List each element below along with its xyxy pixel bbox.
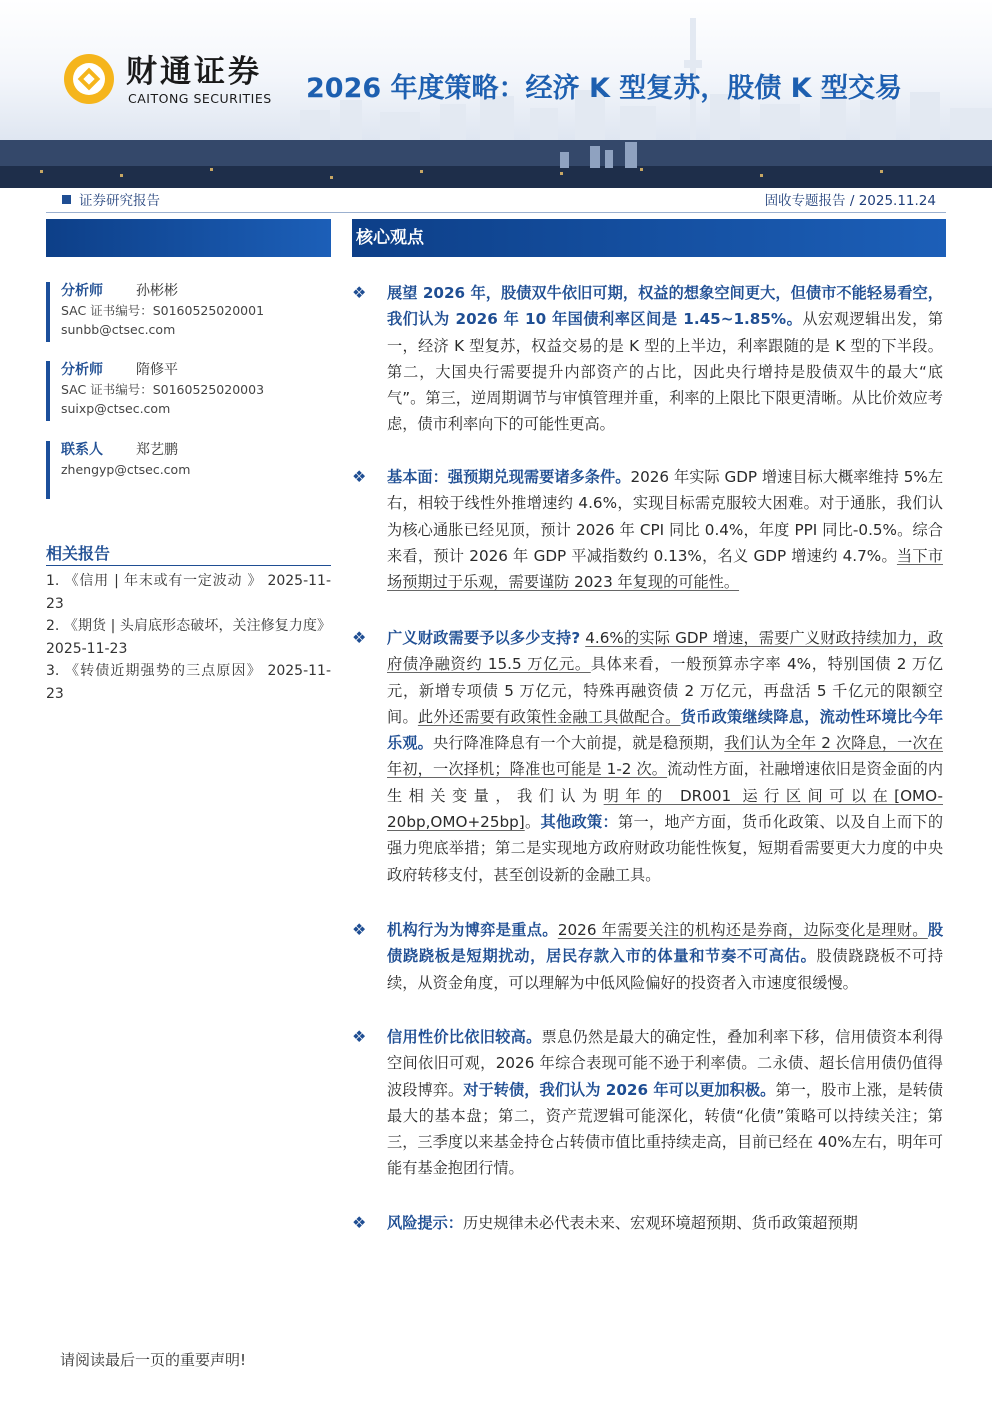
report-type-text: 证券研究报告: [79, 193, 160, 209]
core-view-body: 第一，股市上涨，是转债最大的基本盘；第二，资产荒逻辑可能深化，转债“化债”策略可以持续关注；第三，三季度以来基金持仓占转债市值比重持续走高，目前已经在 40%左右，明年可能有基金抱团行情。: [387, 1080, 943, 1178]
core-view-underline: 此外还需要有政策性金融工具做配合。: [417, 707, 681, 726]
core-view-text: [387, 625, 943, 888]
caitong-logo-icon: [62, 52, 116, 106]
diamond-bullet-icon: ❖: [352, 1213, 367, 1232]
core-view-body: 具体来看，一般预算赤字率 4%，特别国债 2 万亿元，新增专项债 5 万亿元，特殊再融资债 2 万亿元，再盘活 5 千亿元的限额空间。: [387, 655, 943, 726]
related-reports-title: 相关报告: [46, 544, 111, 563]
core-view-body: 历史规律未必代表未来、宏观环境超预期、货币政策超预期: [462, 1214, 858, 1232]
core-view-highlight: 展望 2026 年，股债双牛依旧可期，权益的想象空间更大，但债市不能轻易看空，我们认为 2026 年 10 年国债利率区间是 1.45~1.85%。: [387, 284, 943, 329]
diamond-bullet-icon: ❖: [352, 467, 367, 486]
contact-accent-bar: [46, 441, 50, 499]
core-view-highlight: 机构行为为博弈是重点。: [387, 921, 558, 939]
contact-card: [46, 441, 331, 499]
report-title: 2026 年度策略：经济 K 型复苏，股债 K 型交易: [306, 73, 902, 104]
logo-text-cn: 财通证券: [126, 54, 262, 90]
core-view-highlight: 基本面：强预期兑现需要诸多条件。: [387, 468, 631, 486]
diamond-bullet-icon: ❖: [352, 920, 367, 939]
core-view-text: [387, 917, 943, 996]
related-report-item[interactable]: 3. 《转债近期强势的三点原因》 2025-11-23: [46, 663, 331, 702]
analyst-role: 分析师: [61, 283, 103, 299]
related-report-item[interactable]: 2. 《期货 | 头肩底形态破坏，关注修复力度》 2025-11-23: [46, 618, 331, 657]
analyst-accent-bar: [46, 282, 50, 342]
analyst-cert: SAC 证书编号：S0160525020001: [61, 303, 265, 318]
analyst-name: 隋修平: [136, 362, 178, 378]
contact-role: 联系人: [61, 442, 103, 458]
analyst-role: 分析师: [61, 362, 103, 378]
core-views-title: 核心观点: [356, 228, 424, 248]
core-view-highlight: 风险提示：: [387, 1214, 463, 1232]
core-view-body: 。: [524, 813, 541, 832]
core-view-highlight: 股债跷跷板是短期扰动，居民存款入市的体量和节奏不可高估。: [387, 921, 943, 966]
header-divider: [46, 212, 946, 213]
core-view-body: 流动性方面，社融增速依旧是资金面的内生相关变量，我们认为: [387, 760, 944, 805]
related-reports-list: [46, 570, 331, 705]
core-view-text: [387, 280, 943, 438]
core-view-underline: 明年的 DR001 运行区间可以在[OMO-20bp,OMO+25bp]: [387, 786, 943, 832]
logo-text-en: CAITONG SECURITIES: [128, 91, 272, 106]
analyst-cert: SAC 证书编号：S0160525020003: [61, 382, 265, 397]
core-view-text: [387, 1210, 943, 1236]
report-category-date: 固收专题报告 / 2025.11.24: [764, 193, 936, 209]
core-view-text: [387, 1024, 943, 1182]
square-bullet-icon: [62, 195, 71, 204]
core-view-underline: 当下市场预期过于乐观，需要谨防 2023 年复现的可能性。: [387, 546, 943, 592]
contact-email[interactable]: zhengyp@ctsec.com: [61, 462, 191, 477]
analyst-email[interactable]: suixp@ctsec.com: [61, 401, 171, 416]
related-report-item[interactable]: 1. 《信用 | 年末或有一定波动 》 2025-11-23: [46, 573, 331, 612]
core-view-underline: 我们认为全年 2 次降息，一次在年初，一次择机；降准也可能是 1-2 次。: [387, 734, 944, 779]
analyst-card: [46, 282, 331, 342]
related-reports-divider: [46, 565, 331, 566]
core-view-body: 央行降准降息有一个大前提，就是稳预期，: [433, 734, 725, 753]
core-view-highlight: 货币政策继续降息，流动性环境比今年乐观。: [387, 707, 944, 753]
core-view-body: 从宏观逻辑出发，第一，经济 K 型复苏，权益交易的是 K 型的上半边，利率跟随的是 K 型的下半段。第二，大国央行需要提升内部资产的占比，因此央行增持是股债双牛的最大“底气”。第三，逆周期调节与审慎管理并重，利率的上限比下限更清晰。从比价效应考虑，债市利率向下的可能性更高。: [387, 310, 944, 434]
core-view-body: 票息仍然是最大的确定性，叠加利率下移，信用债资本利得空间依旧可观，2026 年综合表现可能不逊于利率债。二永债、超长信用债仍值得波段博弈。: [387, 1028, 944, 1099]
analyst-card: [46, 361, 331, 421]
core-view-highlight: 对于转债，我们认为 2026 年可以更加积极。: [463, 1080, 776, 1099]
diamond-bullet-icon: ❖: [352, 628, 367, 647]
analyst-name: 孙彬彬: [136, 283, 178, 299]
diamond-bullet-icon: ❖: [352, 1027, 367, 1046]
report-type-label: [62, 192, 160, 210]
core-view-highlight: 广义财政需要予以多少支持?: [387, 629, 581, 647]
contact-name: 郑艺鹏: [136, 442, 178, 458]
core-views-header: [352, 219, 946, 257]
core-view-underline: 2026 年需要关注的机构还是券商，边际变化是理财。: [557, 921, 928, 939]
diamond-bullet-icon: ❖: [352, 283, 367, 302]
core-view-underline: 4.6%的实际 GDP 增速，需要广义财政持续加力，政府债净融资约 15.5 万亿元。: [387, 629, 944, 674]
core-view-text: [387, 464, 943, 595]
core-view-body: 第一，地产方面，货币化政策、以及自上而下的强力兜底举措；第二是实现地方政府财政功能性恢复，短期看需要更大力度的中央政府转移支付，甚至创设新的金融工具。: [387, 813, 944, 884]
core-view-highlight: 其他政策：: [540, 813, 618, 832]
disclaimer-note: 请阅读最后一页的重要声明!: [60, 1351, 247, 1369]
core-view-body: 股债跷跷板不可持续，从资金角度，可以理解为中低风险偏好的投资者入市速度很缓慢。: [387, 947, 943, 992]
analyst-email[interactable]: sunbb@ctsec.com: [61, 322, 176, 337]
analyst-accent-bar: [46, 361, 50, 421]
left-section-bar: [46, 219, 331, 257]
core-view-highlight: 信用性价比依旧较高。: [387, 1028, 542, 1046]
core-view-body: 2026 年实际 GDP 增速目标大概率维持 5%左右，相较于线性外推增速约 4.6%，实现目标需克服较大困难。对于通胀，我们认为核心通胀已经见顶，预计 2026 年 CPI 同比 0.4%，年度 PPI 同比-0.5%。综合来看，预计 2026 年 GDP 平减指数约 0.13%，名义 GDP 增速约 4.7%。: [387, 468, 944, 565]
